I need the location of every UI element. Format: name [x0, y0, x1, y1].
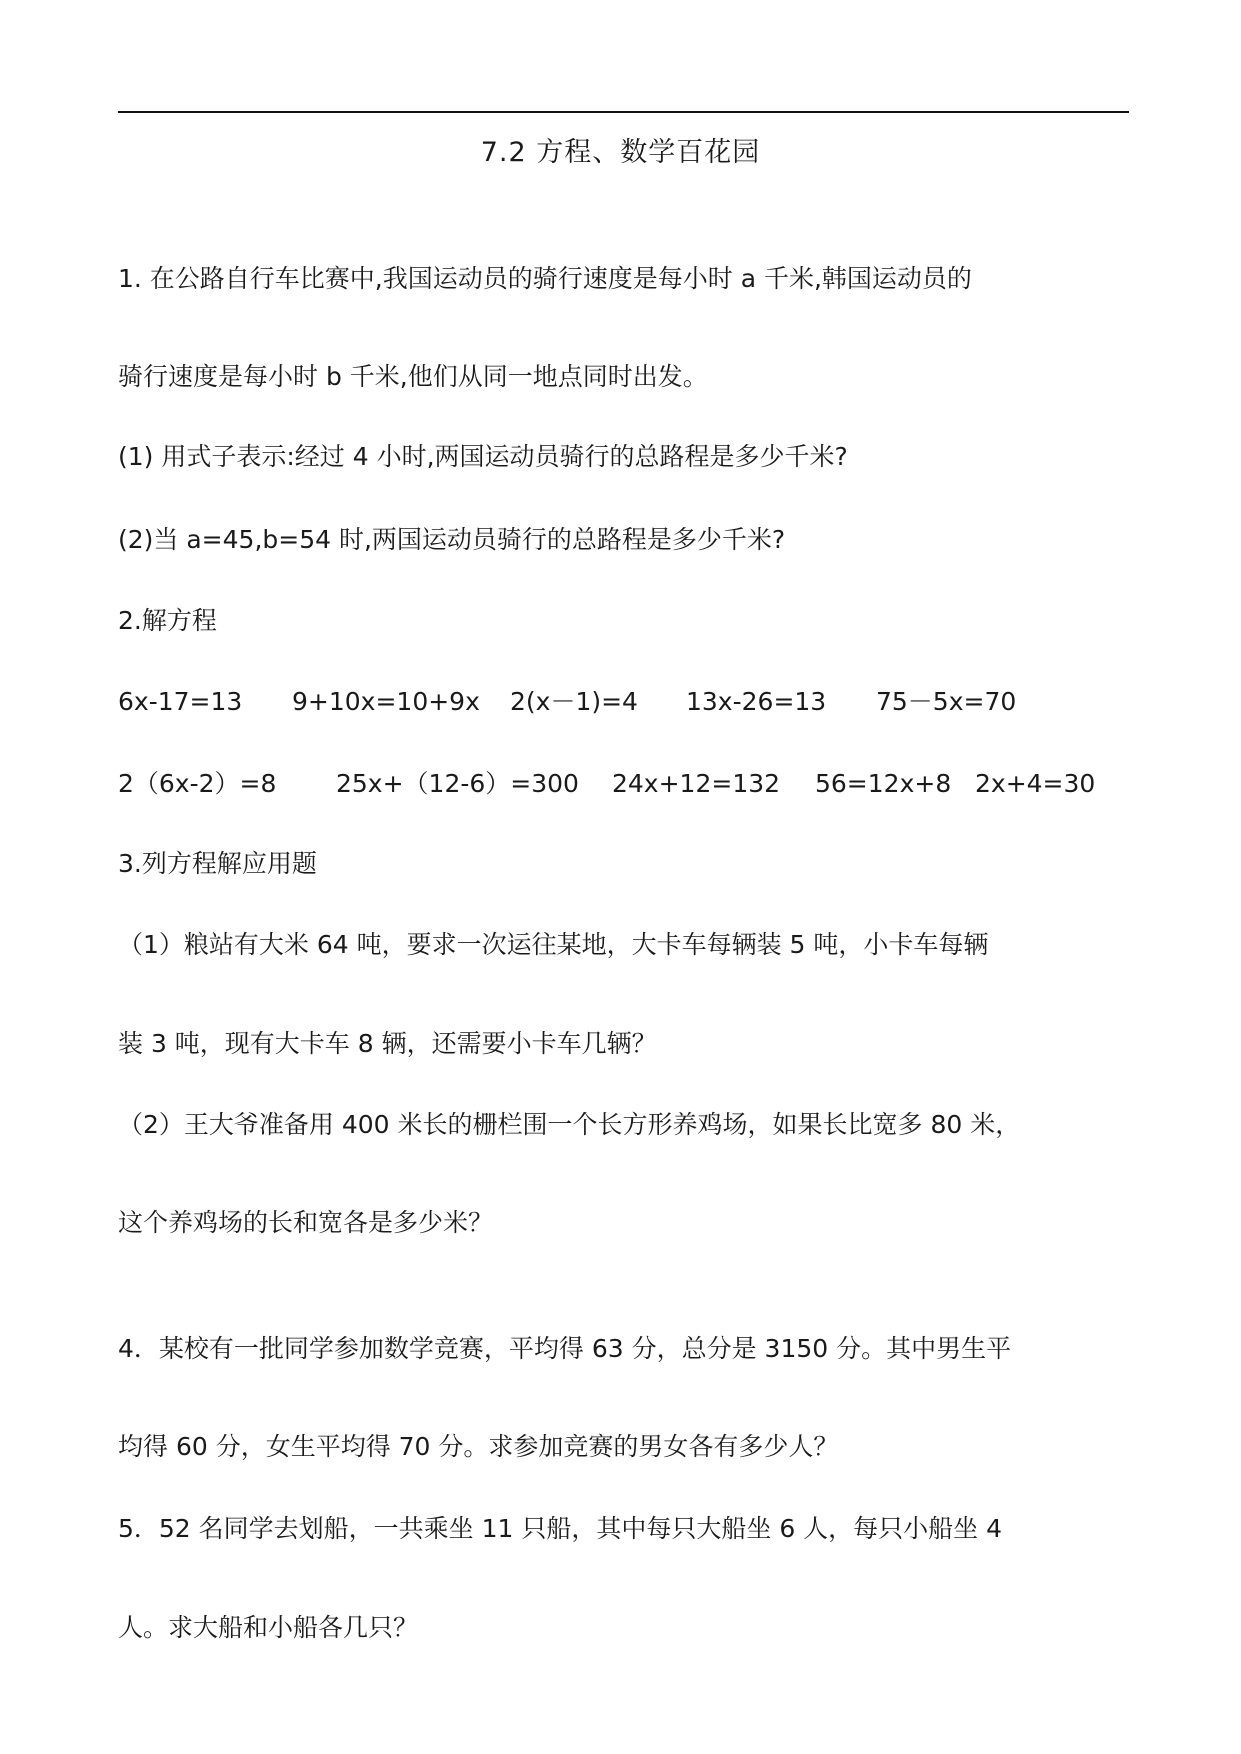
equation-4: 13x-26=13 — [686, 687, 827, 716]
page-title: 7.2 方程、数学百花园 — [480, 137, 761, 168]
equation-6: 2（6x-2）=8 — [118, 769, 277, 798]
q3-part-2-line-2: 这个养鸡场的长和宽各是多少米？ — [118, 1208, 494, 1237]
equation-9: 56=12x+8 — [815, 769, 952, 798]
q1-line-1: 1. 在公路自行车比赛中,我国运动员的骑行速度是每小时 a 千米,韩国运动员的 — [118, 264, 972, 293]
q3-part-1-line-1: （1）粮站有大米 64 吨，要求一次运往某地，大卡车每辆装 5 吨，小卡车每辆 — [118, 930, 989, 959]
q1-part-2: (2)当 a=45,b=54 时,两国运动员骑行的总路程是多少千米? — [118, 525, 786, 554]
equation-8: 24x+12=132 — [612, 769, 781, 798]
q2-heading: 2.解方程 — [118, 606, 217, 635]
equation-2: 9+10x=10+9x — [292, 687, 480, 716]
equation-1: 6x-17=13 — [118, 687, 243, 716]
q3-part-2-line-1: （2）王大爷准备用 400 米长的栅栏围一个长方形养鸡场，如果长比宽多 80 米， — [118, 1110, 1021, 1139]
q5-line-1: 5．52 名同学去划船，一共乘坐 11 只船，其中每只大船坐 6 人，每只小船坐 4 — [118, 1514, 1003, 1543]
q1-line-2: 骑行速度是每小时 b 千米,他们从同一地点同时出发。 — [118, 362, 708, 391]
q4-line-2: 均得 60 分，女生平均得 70 分。求参加竞赛的男女各有多少人？ — [118, 1432, 839, 1461]
equation-10: 2x+4=30 — [975, 769, 1096, 798]
q5-line-2: 人。求大船和小船各几只？ — [118, 1613, 419, 1642]
header-rule — [118, 111, 1129, 113]
equation-3: 2(x－1)=4 — [510, 687, 638, 716]
q4-line-1: 4．某校有一批同学参加数学竞赛，平均得 63 分，总分是 3150 分。其中男生平 — [118, 1334, 1012, 1363]
equation-7: 25x+（12-6）=300 — [336, 769, 579, 798]
q3-part-1-line-2: 装 3 吨，现有大卡车 8 辆，还需要小卡车几辆？ — [118, 1029, 657, 1058]
equation-5: 75－5x=70 — [876, 687, 1017, 716]
q3-heading: 3.列方程解应用题 — [118, 849, 317, 878]
q1-part-1: (1) 用式子表示:经过 4 小时,两国运动员骑行的总路程是多少千米? — [118, 442, 848, 471]
